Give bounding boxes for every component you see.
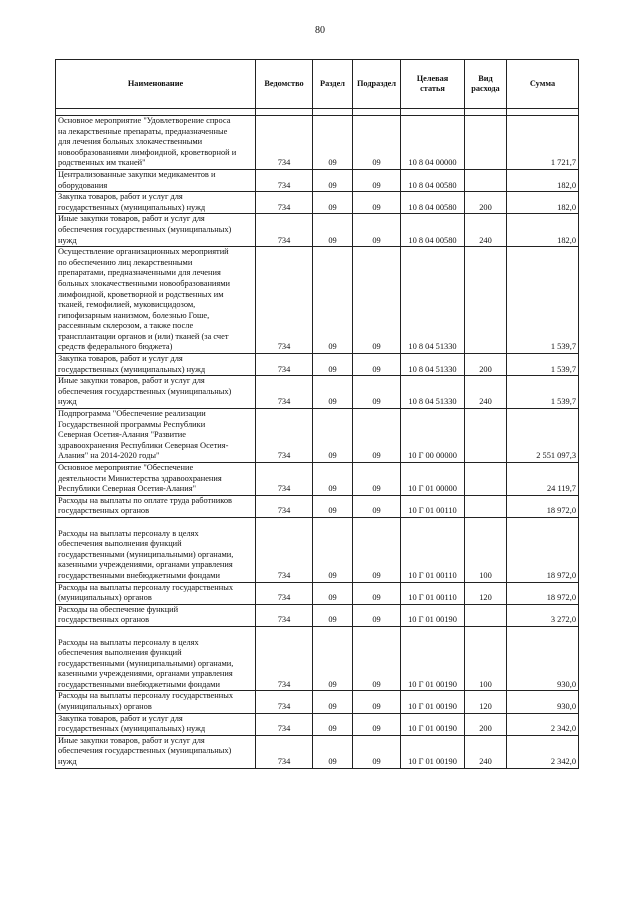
page-number: 80 [315,25,325,36]
row-target-article-cell: 10 Г 00 00000 [401,409,465,463]
row-amount-cell: 2 551 097,3 [507,409,579,463]
row-name-cell: Централизованные закупки медикаментов и оборудования [56,169,256,191]
row-expense-type-cell [465,116,507,170]
row-subsection-cell: 09 [353,192,401,214]
row-section-cell: 09 [313,376,353,409]
row-target-article-cell: 10 Г 01 00110 [401,517,465,582]
row-subsection-cell: 09 [353,735,401,768]
row-target-article-cell: 10 Г 01 00190 [401,735,465,768]
row-name-cell: Закупка товаров, работ и услуг для государственных (муниципальных) нужд [56,354,256,376]
row-target-article-cell: 10 Г 01 00110 [401,582,465,604]
row-target-article-cell: 10 8 04 00000 [401,116,465,170]
row-ministry-cell: 734 [256,214,313,247]
table-row [56,735,579,768]
table-row [56,626,579,691]
row-ministry-cell: 734 [256,626,313,691]
row-subsection-cell: 09 [353,247,401,354]
row-ministry-cell: 734 [256,376,313,409]
row-ministry-cell: 734 [256,116,313,170]
row-amount-cell: 2 342,0 [507,735,579,768]
row-target-article-cell: 10 8 04 00580 [401,169,465,191]
column-header-amount: Сумма [507,60,579,109]
row-name-cell: Расходы на выплаты персоналу в целях обеспечения выполнения функций государственными (муниципальными) органами, казенными учреждениями, органами управления государственными внебюджетными фондами [56,517,256,582]
row-ministry-cell: 734 [256,713,313,735]
row-amount-cell: 18 972,0 [507,582,579,604]
row-section-cell: 09 [313,192,353,214]
row-section-cell: 09 [313,713,353,735]
table-row [56,713,579,735]
row-expense-type-cell: 100 [465,517,507,582]
row-target-article-cell: 10 Г 01 00110 [401,495,465,517]
row-name-cell: Расходы на выплаты персоналу государственных (муниципальных) органов [56,691,256,713]
row-name-cell: Расходы на выплаты персоналу государственных (муниципальных) органов [56,582,256,604]
row-expense-type-cell: 100 [465,626,507,691]
budget-table [55,59,579,769]
row-amount-cell: 18 972,0 [507,495,579,517]
row-subsection-cell: 09 [353,463,401,496]
row-subsection-cell: 09 [353,626,401,691]
row-amount-cell: 18 972,0 [507,517,579,582]
row-ministry-cell: 734 [256,582,313,604]
row-target-article-cell: 10 Г 01 00190 [401,713,465,735]
row-name-cell: Иные закупки товаров, работ и услуг для обеспечения государственных (муниципальных) нужд [56,214,256,247]
row-subsection-cell: 09 [353,409,401,463]
row-ministry-cell: 734 [256,463,313,496]
row-ministry-cell: 734 [256,169,313,191]
table-row [56,116,579,170]
row-target-article-cell: 10 Г 01 00190 [401,626,465,691]
row-amount-cell: 24 119,7 [507,463,579,496]
table-row [56,192,579,214]
row-target-article-cell: 10 8 04 51330 [401,354,465,376]
row-section-cell: 09 [313,169,353,191]
table-row [56,354,579,376]
table-row [56,604,579,626]
row-name-cell: Расходы на выплаты по оплате труда работников государственных органов [56,495,256,517]
row-expense-type-cell: 200 [465,192,507,214]
row-expense-type-cell: 120 [465,691,507,713]
column-header-subsection: Подраздел [353,60,401,109]
row-expense-type-cell [465,247,507,354]
row-section-cell: 09 [313,691,353,713]
row-subsection-cell: 09 [353,517,401,582]
row-expense-type-cell [465,409,507,463]
row-expense-type-cell: 200 [465,354,507,376]
table-row [56,169,579,191]
table-row [56,409,579,463]
table-row [56,691,579,713]
table-row [56,517,579,582]
row-subsection-cell: 09 [353,169,401,191]
row-ministry-cell: 734 [256,409,313,463]
row-section-cell: 09 [313,582,353,604]
table-header-row [56,60,579,109]
column-header-ministry: Ведомство [256,60,313,109]
row-subsection-cell: 09 [353,604,401,626]
column-header-name: Наименование [56,60,256,109]
header-spacer-row [56,109,579,116]
row-expense-type-cell: 240 [465,214,507,247]
row-section-cell: 09 [313,495,353,517]
row-ministry-cell: 734 [256,192,313,214]
row-target-article-cell: 10 8 04 51330 [401,247,465,354]
row-section-cell: 09 [313,604,353,626]
row-target-article-cell: 10 8 04 51330 [401,376,465,409]
row-section-cell: 09 [313,247,353,354]
row-section-cell: 09 [313,463,353,496]
row-expense-type-cell [465,495,507,517]
row-name-cell: Иные закупки товаров, работ и услуг для обеспечения государственных (муниципальных) нужд [56,735,256,768]
table-row [56,214,579,247]
row-amount-cell: 930,0 [507,626,579,691]
row-ministry-cell: 734 [256,691,313,713]
row-subsection-cell: 09 [353,376,401,409]
row-amount-cell: 1 539,7 [507,376,579,409]
table-row [56,376,579,409]
row-section-cell: 09 [313,517,353,582]
row-expense-type-cell [465,169,507,191]
row-amount-cell: 930,0 [507,691,579,713]
row-subsection-cell: 09 [353,495,401,517]
column-header-target-article: Целевая статья [401,60,465,109]
table-row [56,247,579,354]
row-subsection-cell: 09 [353,354,401,376]
column-header-section: Раздел [313,60,353,109]
row-amount-cell: 182,0 [507,192,579,214]
row-subsection-cell: 09 [353,582,401,604]
row-subsection-cell: 09 [353,214,401,247]
row-target-article-cell: 10 Г 01 00000 [401,463,465,496]
row-amount-cell: 182,0 [507,214,579,247]
row-subsection-cell: 09 [353,116,401,170]
row-name-cell: Основное мероприятие "Удовлетворение спроса на лекарственные препараты, предназначенные для лечения больных злокачественными новообразованиями лимфоидной, кроветворной и родственных им тканей" [56,116,256,170]
row-target-article-cell: 10 8 04 00580 [401,214,465,247]
row-expense-type-cell: 240 [465,376,507,409]
row-name-cell: Осуществление организационных мероприятий по обеспечению лиц лекарственными препаратами, предназначенными для лечения больных злокачественными новообразованиями лимфоидной, кроветворной и родственных им тканей, гемофилией, муковисцидозом, гипофизарным нанизмом, болезнью Гоше, рассеянным склерозом, а также после трансплантации органов и (или) тканей (за счет средств федерального бюджета) [56,247,256,354]
row-target-article-cell: 10 Г 01 00190 [401,604,465,626]
row-name-cell: Расходы на обеспечение функций государственных органов [56,604,256,626]
row-ministry-cell: 734 [256,517,313,582]
row-amount-cell: 1 721,7 [507,116,579,170]
table-body [56,116,579,769]
row-amount-cell: 2 342,0 [507,713,579,735]
row-amount-cell: 1 539,7 [507,247,579,354]
row-ministry-cell: 734 [256,354,313,376]
row-name-cell: Расходы на выплаты персоналу в целях обеспечения выполнения функций государственными (муниципальными) органами, казенными учреждениями, органами управления государственными внебюджетными фондами [56,626,256,691]
row-ministry-cell: 734 [256,495,313,517]
table-row [56,463,579,496]
table-row [56,495,579,517]
row-name-cell: Подпрограмма "Обеспечение реализации Государственной программы Республики Северная Осетия-Алания "Развитие здравоохранения Республики Северная Осетия- Алания" на 2014-2020 годы" [56,409,256,463]
row-expense-type-cell [465,463,507,496]
row-section-cell: 09 [313,354,353,376]
row-section-cell: 09 [313,735,353,768]
row-name-cell: Иные закупки товаров, работ и услуг для обеспечения государственных (муниципальных) нужд [56,376,256,409]
row-expense-type-cell [465,604,507,626]
row-expense-type-cell: 120 [465,582,507,604]
row-name-cell: Основное мероприятие "Обеспечение деятельности Министерства здравоохранения Республики Северная Осетия-Алания" [56,463,256,496]
column-header-expense-type: Вид расхода [465,60,507,109]
row-target-article-cell: 10 8 04 00580 [401,192,465,214]
row-amount-cell: 1 539,7 [507,354,579,376]
row-section-cell: 09 [313,626,353,691]
row-subsection-cell: 09 [353,691,401,713]
row-amount-cell: 3 272,0 [507,604,579,626]
row-ministry-cell: 734 [256,735,313,768]
row-target-article-cell: 10 Г 01 00190 [401,691,465,713]
row-ministry-cell: 734 [256,604,313,626]
row-section-cell: 09 [313,214,353,247]
row-section-cell: 09 [313,116,353,170]
row-amount-cell: 182,0 [507,169,579,191]
row-name-cell: Закупка товаров, работ и услуг для государственных (муниципальных) нужд [56,192,256,214]
row-name-cell: Закупка товаров, работ и услуг для государственных (муниципальных) нужд [56,713,256,735]
row-subsection-cell: 09 [353,713,401,735]
row-section-cell: 09 [313,409,353,463]
row-expense-type-cell: 200 [465,713,507,735]
table-row [56,582,579,604]
row-ministry-cell: 734 [256,247,313,354]
row-expense-type-cell: 240 [465,735,507,768]
